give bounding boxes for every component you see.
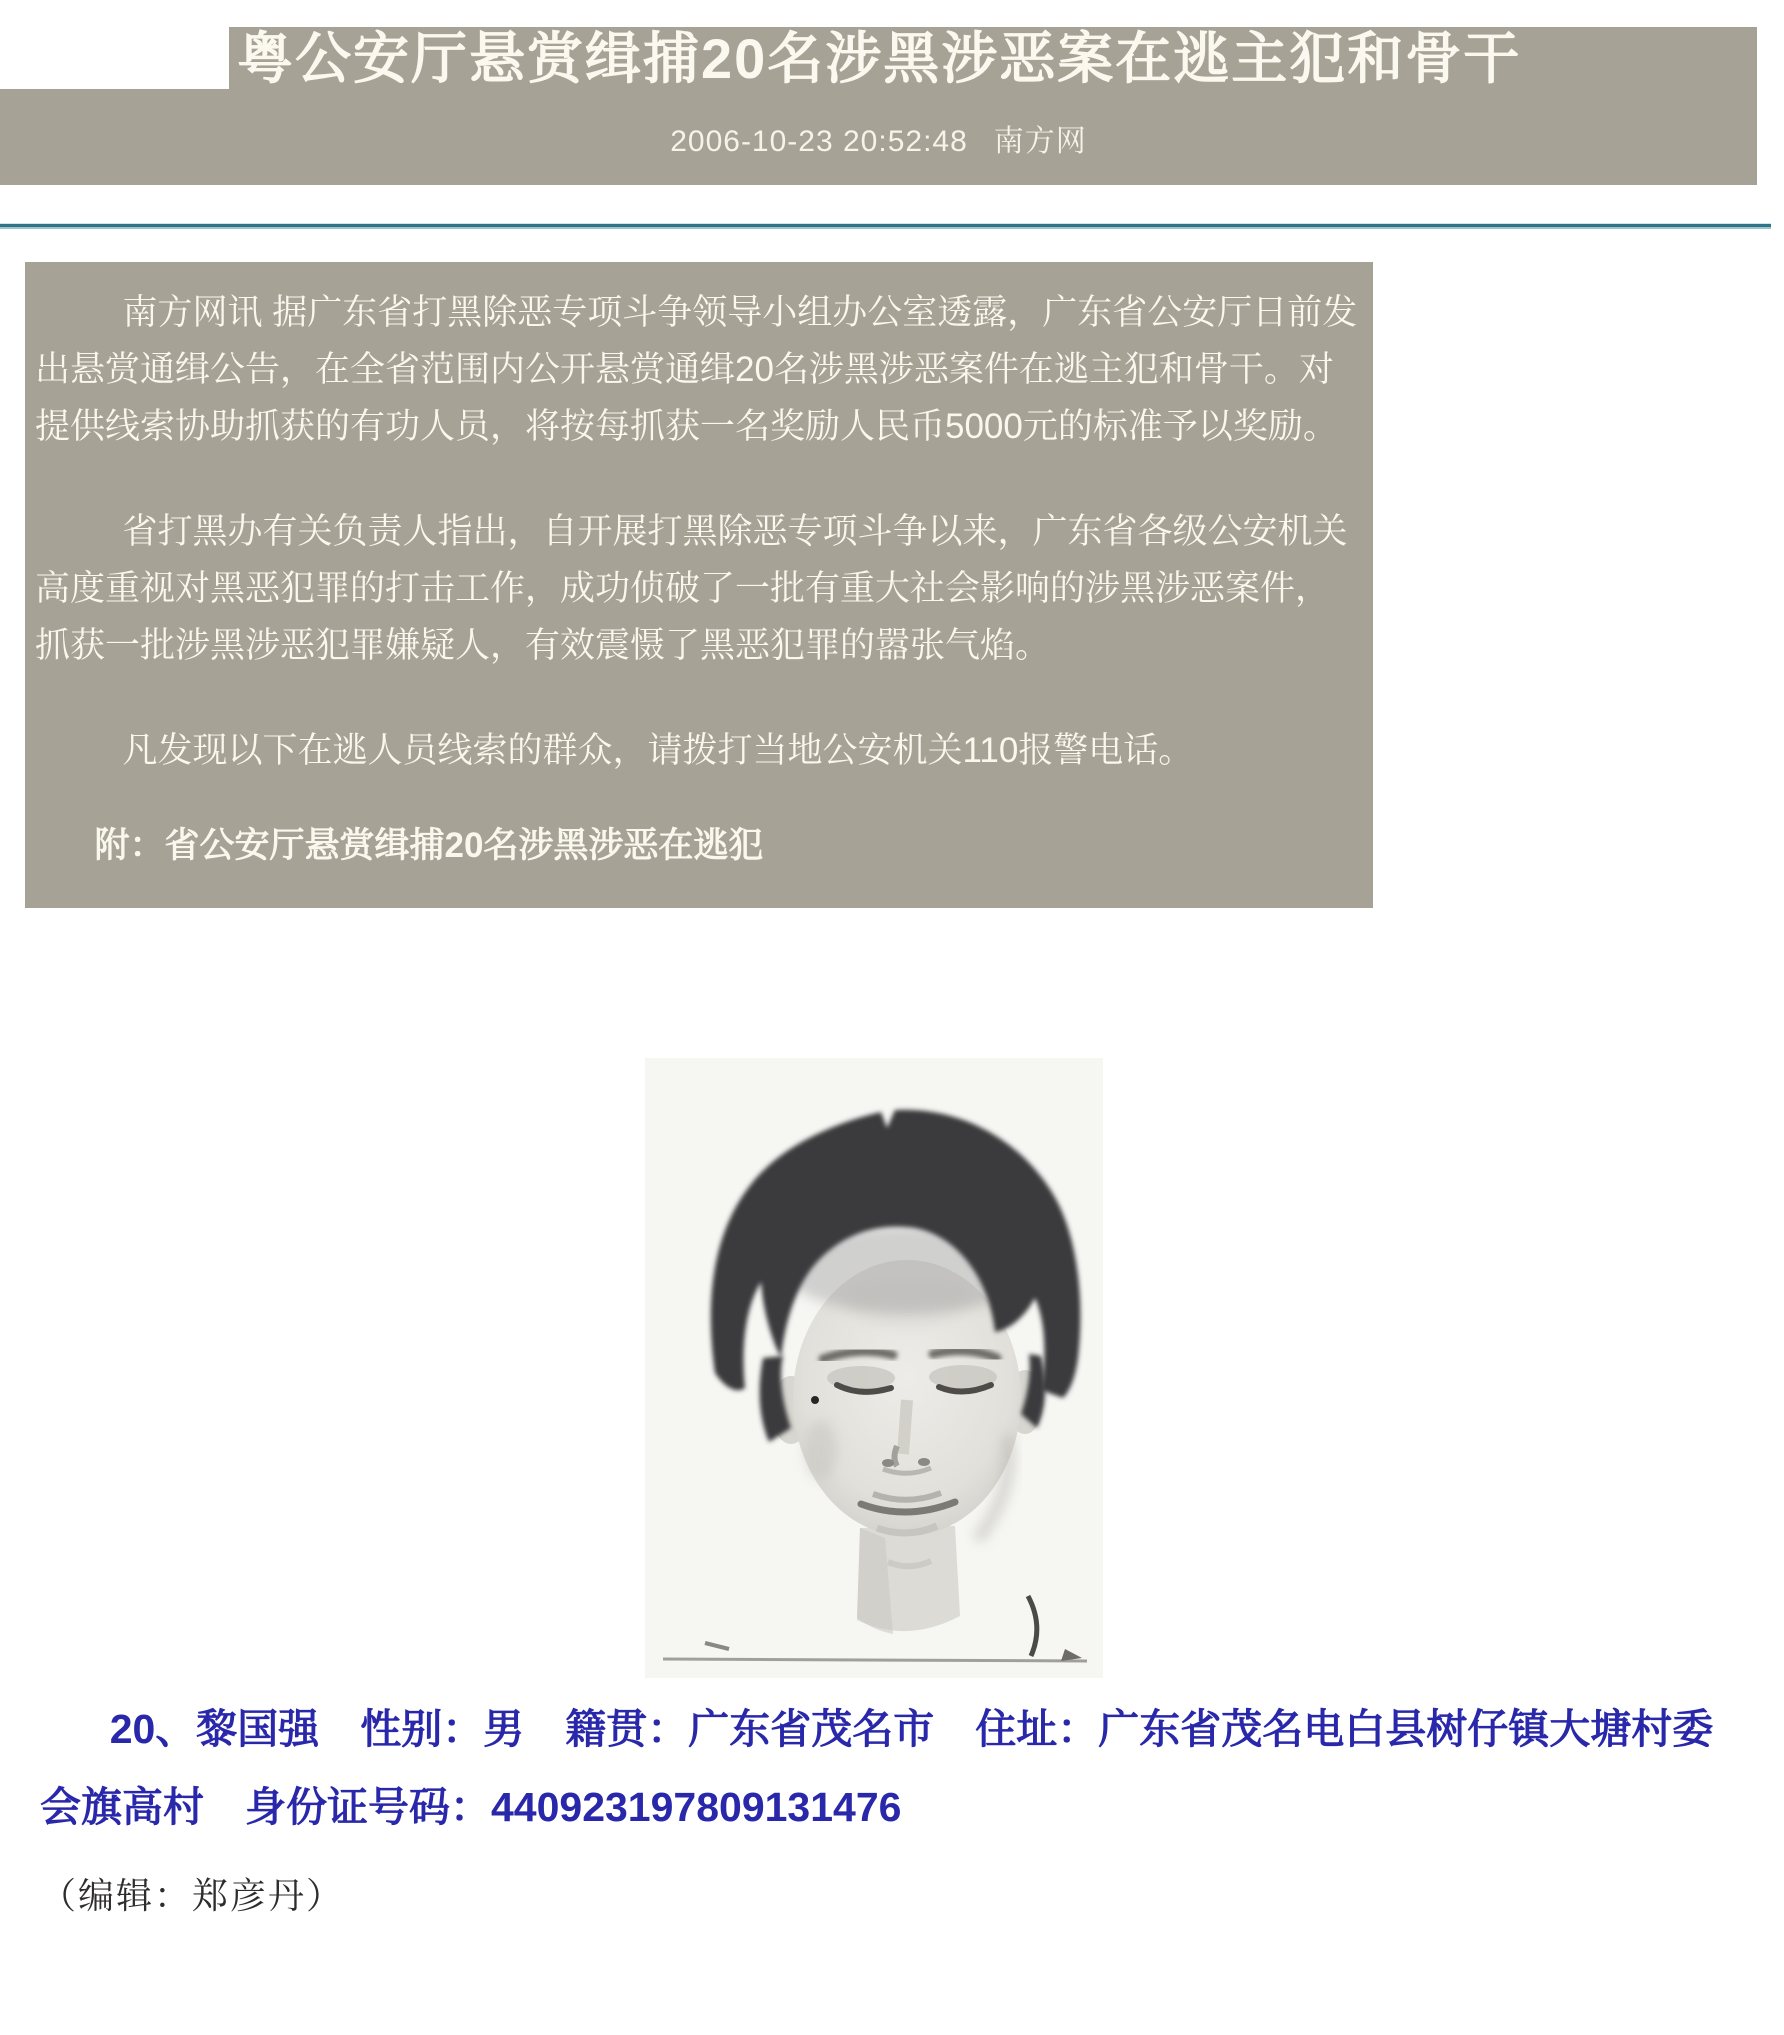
- article-title: 粤公安厅悬赏缉捕20名涉黑涉恶案在逃主犯和骨干: [229, 27, 1757, 89]
- paragraph: 凡发现以下在逃人员线索的群众，请拨打当地公安机关110报警电话。: [122, 731, 1194, 770]
- attachment-heading: 附：省公安厅悬赏缉捕20名涉黑涉恶在逃犯: [94, 826, 764, 865]
- suspect-info-text: 20、黎国强 性别：男 籍贯：广东省茂名市 住址：广东省茂名电白县树仔镇大塘村委会旗高村 身份证号码：440923197809131476: [40, 1706, 1714, 1830]
- paragraph: 省打黑办有关负责人指出，自开展打黑除恶专项斗争以来，广东省各级公安机关高度重视对黑恶犯罪的打击工作，成功侦破了一批有重大社会影响的涉黑涉恶案件，抓获一批涉黑涉恶犯罪嫌疑人，有效震慑了黑恶犯罪的嚣张气焰。: [35, 512, 1348, 665]
- source-name: 南方网: [993, 125, 1087, 158]
- article-date: 2006-10-23 20:52:48: [670, 125, 968, 158]
- horizontal-divider: [0, 223, 1771, 229]
- paragraph: 南方网讯 据广东省打黑除恶专项斗争领导小组办公室透露，广东省公安厅日前发出悬赏通缉公告，在全省范围内公开悬赏通缉20名涉黑涉恶案件在逃主犯和骨干。对提供线索协助抓获的有功人员，将按每抓获一名奖励人民币5000元的标准予以奖励。: [35, 293, 1358, 446]
- article-body: [25, 262, 1373, 908]
- suspect-photo: [645, 1058, 1103, 1678]
- editor-credit: （编辑：郑彦丹）: [40, 1875, 345, 1916]
- suspect-photo-image: [645, 1058, 1103, 1678]
- dateline: [0, 116, 1757, 160]
- header-band: [0, 89, 1757, 185]
